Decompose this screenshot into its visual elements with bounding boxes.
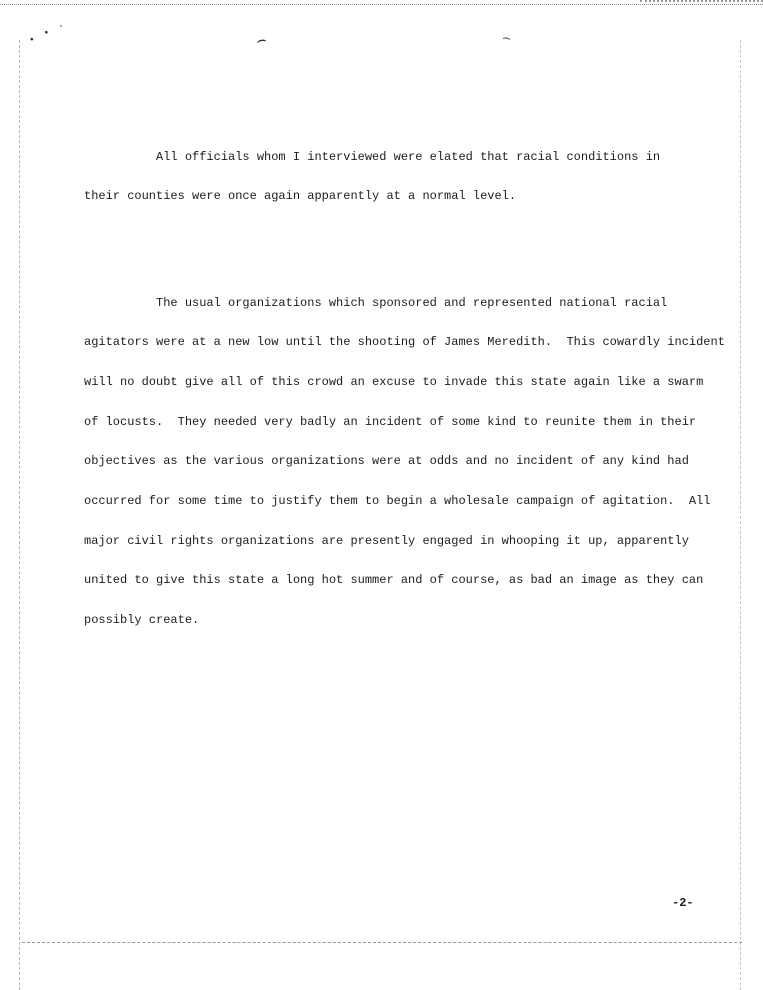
text-line: united to give this state a long hot summer and of course, as bad an image as they can [84,573,704,588]
text-line: will no doubt give all of this crowd an excuse to invade this state again like a swarm [84,375,704,390]
paragraph-1 [84,124,724,230]
text-line: objectives as the various organizations were at odds and no incident of any kind had [84,454,689,469]
text-line: All officials whom I interviewed were elated that racial conditions in [84,149,661,164]
text-line: major civil rights organizations are presently engaged in whooping it up, apparently [84,533,689,548]
scan-edge-right [740,40,741,990]
text-line: occurred for some time to justify them to begin a wholesale campaign of agitation. All [84,493,711,508]
scan-edge-top-right [640,0,763,7]
staple-mark-icon: ⌢ [500,29,513,47]
text-line: of locusts. They needed very badly an incident of some kind to reunite them in their [84,414,697,429]
scan-specks: • • · [27,20,69,47]
text-line: possibly create. [84,612,200,627]
paragraph-2 [84,270,724,653]
scan-edge-bottom [22,942,742,943]
scan-edge-left [19,40,20,990]
text-line: The usual organizations which sponsored and represented national racial [84,295,668,310]
staple-mark-icon: ⌢ [254,29,269,50]
document-body [84,98,724,681]
page-number: -2- [672,896,694,910]
text-line: agitators were at a new low until the shooting of James Meredith. This cowardly incident [84,335,725,350]
text-line: their counties were once again apparently at a normal level. [84,189,517,204]
